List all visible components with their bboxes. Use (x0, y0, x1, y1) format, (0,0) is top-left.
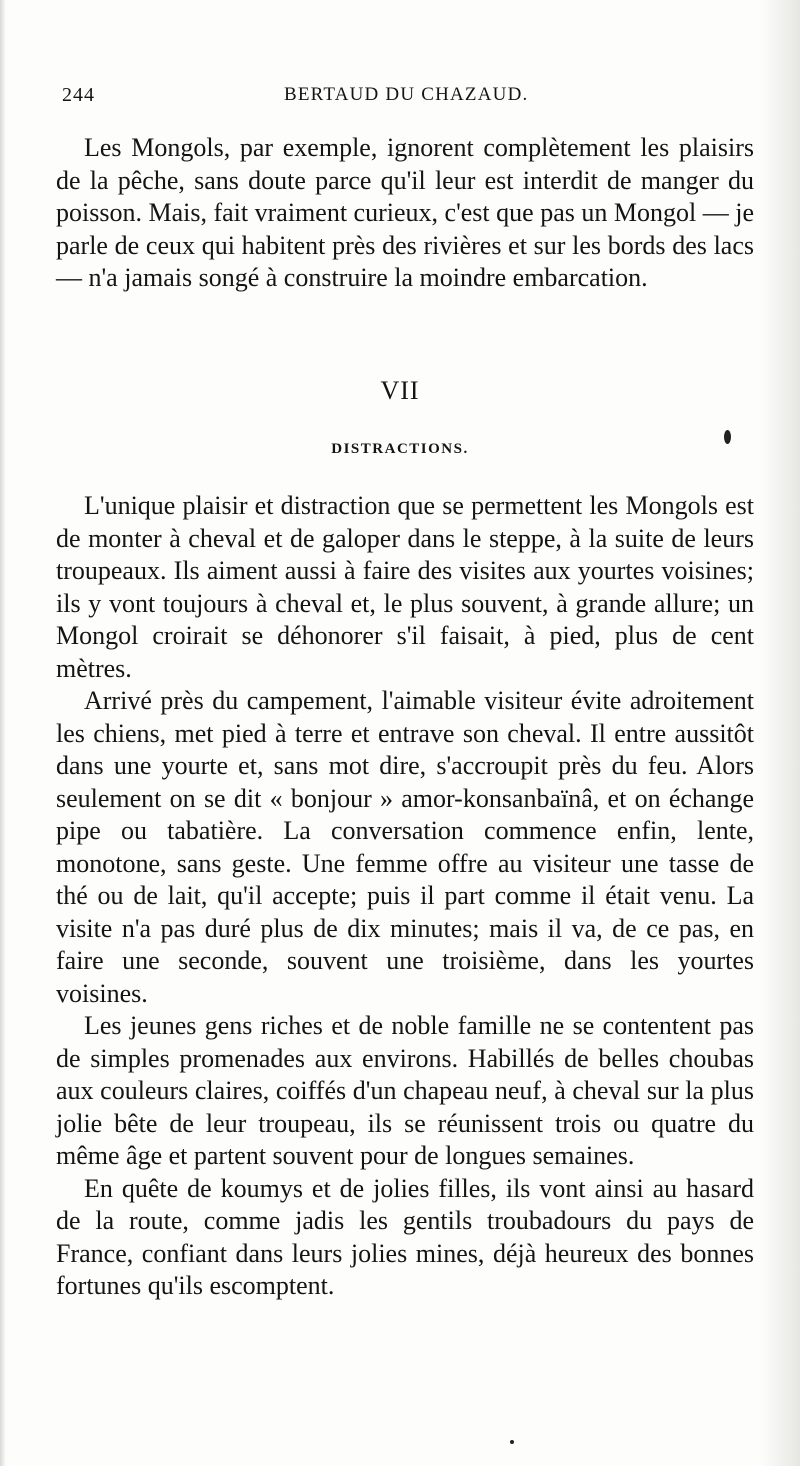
page-left-edge-shadow (0, 0, 6, 1466)
ink-speck (724, 430, 731, 444)
page-right-edge-shadow (760, 0, 800, 1466)
intro-paragraph: Les Mongols, par exemple, ignorent complètement les plaisirs de la pêche, sans doute parce qu'il leur est interdit de manger du poisson. Mais, fait vraiment curieux, c'est que pas un Mongol — je parle de ceux qui habitent près des rivières et sur les bords des lacs — n'a jamais songé à construire la moindre embarcation. (56, 133, 754, 292)
section-number: VII (380, 376, 420, 405)
page-header (62, 84, 762, 112)
intro-text-block (56, 132, 754, 295)
body-paragraph-1: L'unique plaisir et distraction que se permettent les Mongols est de monter à cheval et de galoper dans le steppe, à la suite de leurs troupeaux. Ils aiment aussi à faire des visites aux yourtes voisines; ils y vont toujours à cheval et, le plus souvent, à grande allure; un Mongol croirait se déhonorer s'il faisait, à pied, plus de cent mètres. (56, 491, 754, 683)
section-title: DISTRACTIONS. (331, 441, 469, 457)
page-number: 244 (62, 84, 95, 106)
body-paragraph-2: Arrivé près du campement, l'aimable visiteur évite adroitement les chiens, met pied à terre et entrave son cheval. Il entre aussitôt dans une yourte et, sans mot dire, s'accroupit près du feu. Alors seulement on se dit « bonjour » amor-konsanbaïnâ, et on échange pipe ou tabatière. La conversation commence enfin, lente, monotone, sans geste. Une femme offre au visiteur une tasse de thé ou de lait, qu'il accepte; puis il part comme il était venu. La visite n'a pas duré plus de dix minutes; mais il va, de ce pas, en faire une seconde, souvent une troisième, dans les yourtes voisines. (56, 686, 754, 1008)
running-head: BERTAUD DU CHAZAUD. (284, 84, 529, 105)
body-paragraph-4: En quête de koumys et de jolies filles, ils vont ainsi au hasard de la route, comme jadis les gentils troubadours du pays de France, confiant dans leurs jolies mines, déjà heureux des bonnes fortunes qu'ils escomptent. (56, 1173, 754, 1300)
ink-speck (510, 1440, 514, 1444)
section-body (56, 490, 754, 1303)
body-paragraph-3: Les jeunes gens riches et de noble famille ne se contentent pas de simples promenades aux environs. Habillés de belles choubas aux couleurs claires, coiffés d'un chapeau neuf, à cheval sur la plus jolie bête de leur troupeau, ils se réunissent trois ou quatre du même âge et partent souvent pour de longues semaines. (56, 1011, 754, 1170)
